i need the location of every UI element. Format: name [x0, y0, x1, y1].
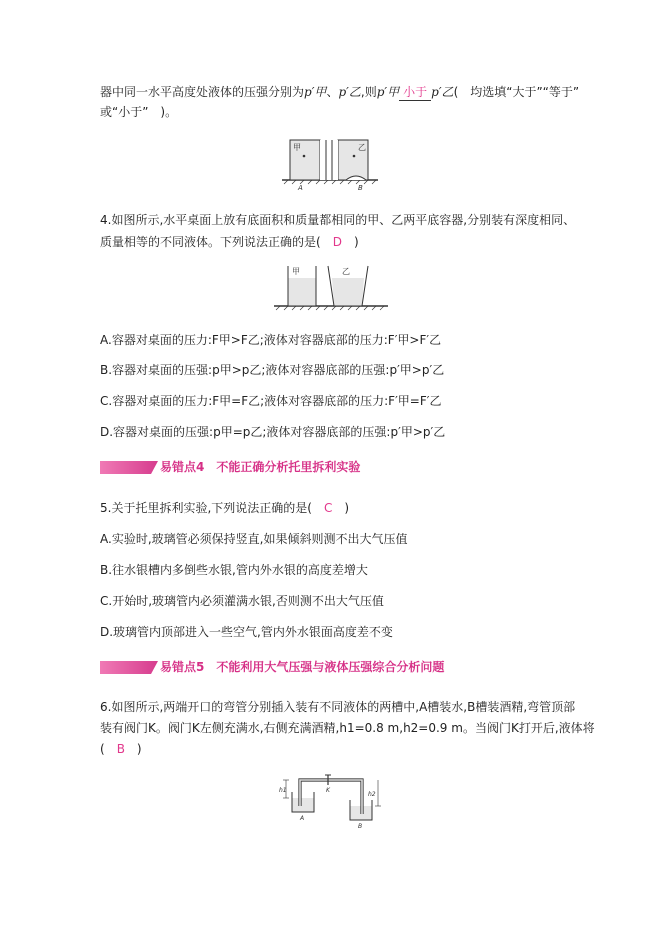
q3-then: ,则 — [360, 85, 377, 99]
q5-stem-a: 5.关于托里拆利实验,下列说法正确的是( — [100, 501, 324, 515]
q3-label-a: A — [298, 184, 303, 192]
q3-label-b: B — [358, 184, 363, 192]
q3-figure — [280, 134, 380, 192]
q6-figure — [278, 772, 384, 832]
q6-label-h2: h2 — [368, 791, 376, 798]
q5-option-a: A.实验时,玻璃管必须保持竖直,如果倾斜则测不出大气压值 — [100, 532, 408, 546]
q6-stem-3a: ( — [100, 742, 117, 756]
q4-stem-2 — [100, 234, 359, 250]
p-jia: p′甲 — [304, 85, 327, 99]
q4-stem-2a: 质量相等的不同液体。下列说法正确的是( — [100, 235, 333, 249]
section-4-marker — [100, 461, 158, 474]
q5-option-b: B.往水银槽内多倒些水银,管内外水银的高度差增大 — [100, 563, 368, 577]
q6-label-k: K — [326, 787, 330, 794]
q4-option-d: D.容器对桌面的压强:p甲=p乙;液体对容器底部的压强:p′甲>p′乙 — [100, 425, 446, 439]
section-5-title: 易错点5 不能利用大气压强与液体压强综合分析问题 — [160, 660, 445, 674]
q4-label-yi: 乙 — [342, 267, 350, 276]
q3-line-2: 或“小于” )。 — [100, 105, 178, 119]
q6-stem-1: 6.如图所示,两端开口的弯管分别插入装有不同液体的两槽中,A槽装水,B槽装酒精,弯管顶部 — [100, 700, 576, 714]
q5-stem-b: ) — [332, 501, 350, 515]
q6-label-b: B — [358, 823, 363, 830]
p-yi: p′乙 — [338, 85, 361, 99]
q6-label-h1: h1 — [279, 787, 287, 794]
q4-answer: D — [332, 235, 342, 249]
q3-label-jia: 甲 — [293, 143, 301, 152]
q5-option-c: C.开始时,玻璃管内必须灌满水银,否则测不出大气压值 — [100, 594, 384, 608]
q4-label-jia: 甲 — [292, 267, 300, 276]
q6-stem-3 — [100, 741, 142, 757]
q6-label-a: A — [300, 815, 305, 822]
q4-stem-1: 4.如图所示,水平桌面上放有底面积和质量都相同的甲、乙两平底容器,分别装有深度相同、 — [100, 213, 576, 227]
q4-figure — [272, 262, 390, 314]
q3-note: ( 均选填“大于”“等于” — [453, 85, 580, 99]
q6-answer: B — [116, 742, 125, 756]
q3-label-yi: 乙 — [358, 143, 366, 152]
q3-text: 器中同一水平高度处液体的压强分别为 — [100, 85, 305, 99]
q4-stem-2b: ) — [341, 235, 359, 249]
q5-stem — [100, 500, 349, 516]
q5-answer: C — [323, 501, 333, 515]
q3-line-1 — [100, 84, 579, 101]
p-yi-2: p′乙 — [431, 85, 454, 99]
section-4-title: 易错点4 不能正确分析托里拆利实验 — [160, 460, 361, 474]
q4-option-b: B.容器对桌面的压强:p甲>p乙;液体对容器底部的压强:p′甲>p′乙 — [100, 363, 445, 377]
q6-stem-3b: ) — [124, 742, 142, 756]
q3-answer: 小于 — [403, 85, 428, 99]
separator: 、 — [326, 85, 339, 99]
q6-stem-2: 装有阀门K。阀门K左侧充满水,右侧充满酒精,h1=0.8 m,h2=0.9 m。当阀门K打开后,液体将 — [100, 721, 595, 735]
q5-option-d: D.玻璃管内顶部进入一些空气,管内外水银面高度差不变 — [100, 625, 393, 639]
p-jia-2: p′甲 — [376, 85, 400, 99]
q4-option-c: C.容器对桌面的压力:F甲=F乙;液体对容器底部的压力:F′甲=F′乙 — [100, 394, 442, 408]
section-5-marker — [100, 661, 158, 674]
q4-option-a: A.容器对桌面的压力:F甲>F乙;液体对容器底部的压力:F′甲>F′乙 — [100, 333, 442, 347]
